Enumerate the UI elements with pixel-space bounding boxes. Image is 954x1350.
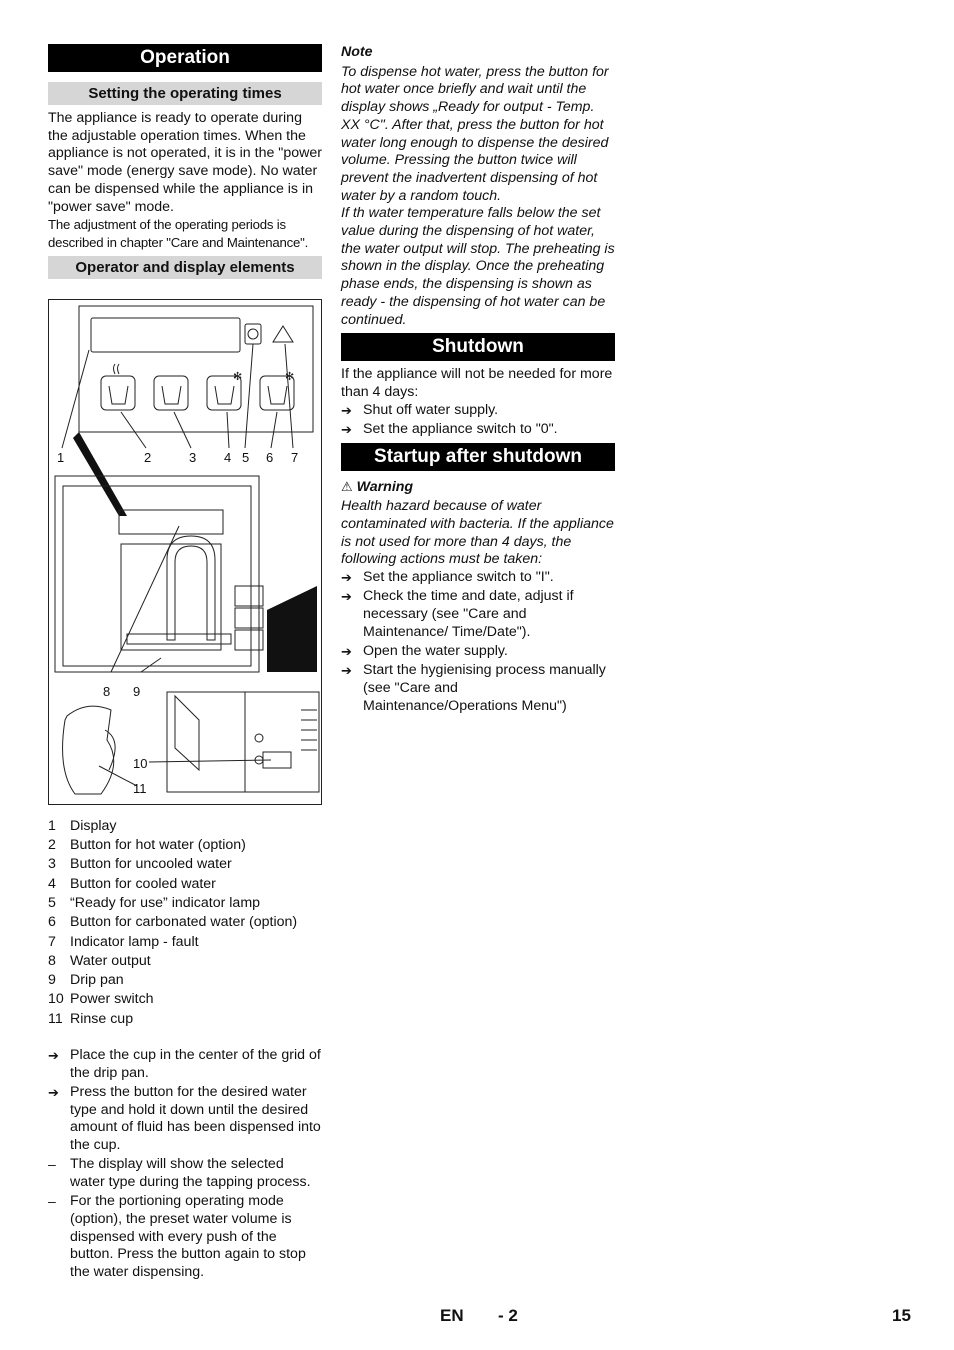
list-item: – The display will show the selected water type during the tapping process. bbox=[48, 1156, 311, 1190]
figure-label-8: 8 bbox=[103, 683, 111, 699]
legend-item: 11 Rinse cup bbox=[48, 1010, 134, 1027]
left-column bbox=[48, 44, 322, 1283]
footer-section: - 2 bbox=[498, 1306, 518, 1325]
startup-steps bbox=[341, 569, 615, 715]
shutdown-heading: Shutdown bbox=[341, 333, 615, 361]
list-item: ➔ Set the appliance switch to "0". bbox=[341, 420, 558, 437]
note-text-2: If th water temperature falls below the set value during the dispensing of hot water, the water output will stop. The preheating is shown in the display. Once the preheating phase ends, the dispensing is shown as ready - the dispensing of hot water can be continued. bbox=[341, 205, 615, 328]
figure-number-labels bbox=[57, 450, 298, 796]
dash-bullet: – bbox=[48, 1156, 56, 1173]
list-item: – For the portioning operating mode (option), the preset water volume is dispensed with every push of the button. Press the button again to stop the water dispensing. bbox=[48, 1193, 306, 1281]
arrow-right-icon: ➔ bbox=[341, 421, 352, 437]
list-item: ➔ Open the water supply. bbox=[341, 642, 508, 659]
legend-item: 5 “Ready for use” indicator lamp bbox=[48, 895, 261, 911]
shutdown-intro: If the appliance will not be needed for more than 4 days: bbox=[341, 366, 613, 400]
right-column bbox=[341, 44, 615, 717]
warning-label: Warning bbox=[356, 478, 414, 495]
legend-item: 7 Indicator lamp - fault bbox=[48, 933, 199, 950]
operating-times-paragraph: The appliance is ready to operate during the adjustable operation times. When the appliance is not operated, it is in the "power save" mode (energy save mode). No water can be dispensed while the appliance is in "power save" mode. bbox=[48, 110, 322, 215]
operation-steps bbox=[48, 1047, 322, 1282]
note-label: Note bbox=[341, 44, 373, 60]
list-item: ➔ Check the time and date, adjust if necessary (see "Care and Maintenance/ Time/Date"). bbox=[341, 588, 574, 640]
shutdown-steps bbox=[341, 402, 615, 439]
legend-item: 9 Drip pan bbox=[48, 972, 124, 989]
list-item: ➔ Place the cup in the center of the grid of the drip pan. bbox=[48, 1047, 321, 1081]
operating-periods-paragraph: The adjustment of the operating periods is described in chapter "Care and Maintenance". bbox=[48, 217, 309, 250]
arrow-right-icon: ➔ bbox=[341, 570, 352, 586]
legend-item: 3 Button for uncooled water bbox=[48, 856, 232, 873]
svg-text:✻: ✻ bbox=[285, 370, 295, 383]
figure-label-9: 9 bbox=[133, 683, 141, 699]
appliance-illustration bbox=[49, 300, 325, 804]
arrow-right-icon: ➔ bbox=[341, 402, 352, 418]
figure-label-1: 1 bbox=[57, 449, 65, 465]
figure-label-2: 2 bbox=[144, 449, 152, 465]
operator-elements-subheading: Operator and display elements bbox=[48, 256, 322, 279]
list-item: ➔ Shut off water supply. bbox=[341, 401, 499, 418]
figure-legend bbox=[48, 817, 322, 1029]
startup-heading: Startup after shutdown bbox=[341, 443, 615, 471]
figure-label-4: 4 bbox=[224, 449, 232, 465]
arrow-right-icon: ➔ bbox=[48, 1048, 59, 1064]
operating-times-subheading: Setting the operating times bbox=[48, 82, 322, 105]
legend-item: 1 Display bbox=[48, 817, 117, 834]
svg-text:✻: ✻ bbox=[233, 370, 243, 383]
footer-page-number: 15 bbox=[892, 1306, 911, 1325]
appliance-figure bbox=[48, 299, 322, 805]
legend-item: 10 Power switch bbox=[48, 991, 154, 1008]
legend-item: 4 Button for cooled water bbox=[48, 875, 216, 892]
figure-label-3: 3 bbox=[189, 449, 197, 465]
figure-label-6: 6 bbox=[266, 449, 274, 465]
legend-item: 2 Button for hot water (option) bbox=[48, 837, 246, 854]
note-text-1: To dispense hot water, press the button for hot water once briefly and wait until the display shows „Ready for output - Temp. XX °C". After that, press the button for hot water long enough to dispense the desired volume. Pressing the button twice will prevent the inadvertent dispensing of hot water by a random touch. bbox=[341, 63, 609, 204]
figure-label-7: 7 bbox=[291, 449, 299, 465]
list-item: ➔ Set the appliance switch to "I". bbox=[341, 569, 554, 586]
operation-heading: Operation bbox=[48, 44, 322, 72]
figure-label-5: 5 bbox=[242, 449, 250, 465]
legend-item: 6 Button for carbonated water (option) bbox=[48, 914, 298, 931]
list-item: ➔ Press the button for the desired water type and hold it down until the desired amount of fluid has been dispensed into the cup. bbox=[48, 1083, 321, 1154]
list-item: ➔ Start the hygienising process manually (see "Care and Maintenance/Operations Menu") bbox=[341, 662, 606, 714]
footer-language: EN bbox=[440, 1306, 464, 1325]
arrow-right-icon: ➔ bbox=[341, 663, 352, 679]
warning-line bbox=[341, 478, 615, 497]
legend-item: 8 Water output bbox=[48, 952, 151, 969]
warning-text: Health hazard because of water contaminated with bacteria. If the appliance is not used for more than 4 days, the following actions must be taken: bbox=[341, 498, 614, 568]
arrow-right-icon: ➔ bbox=[341, 589, 352, 605]
arrow-right-icon: ➔ bbox=[341, 643, 352, 659]
figure-label-10: 10 bbox=[133, 755, 148, 771]
dash-bullet: – bbox=[48, 1193, 56, 1210]
arrow-right-icon: ➔ bbox=[48, 1084, 59, 1100]
warning-triangle-icon: ⚠ bbox=[341, 478, 353, 494]
figure-label-11: 11 bbox=[133, 780, 147, 796]
